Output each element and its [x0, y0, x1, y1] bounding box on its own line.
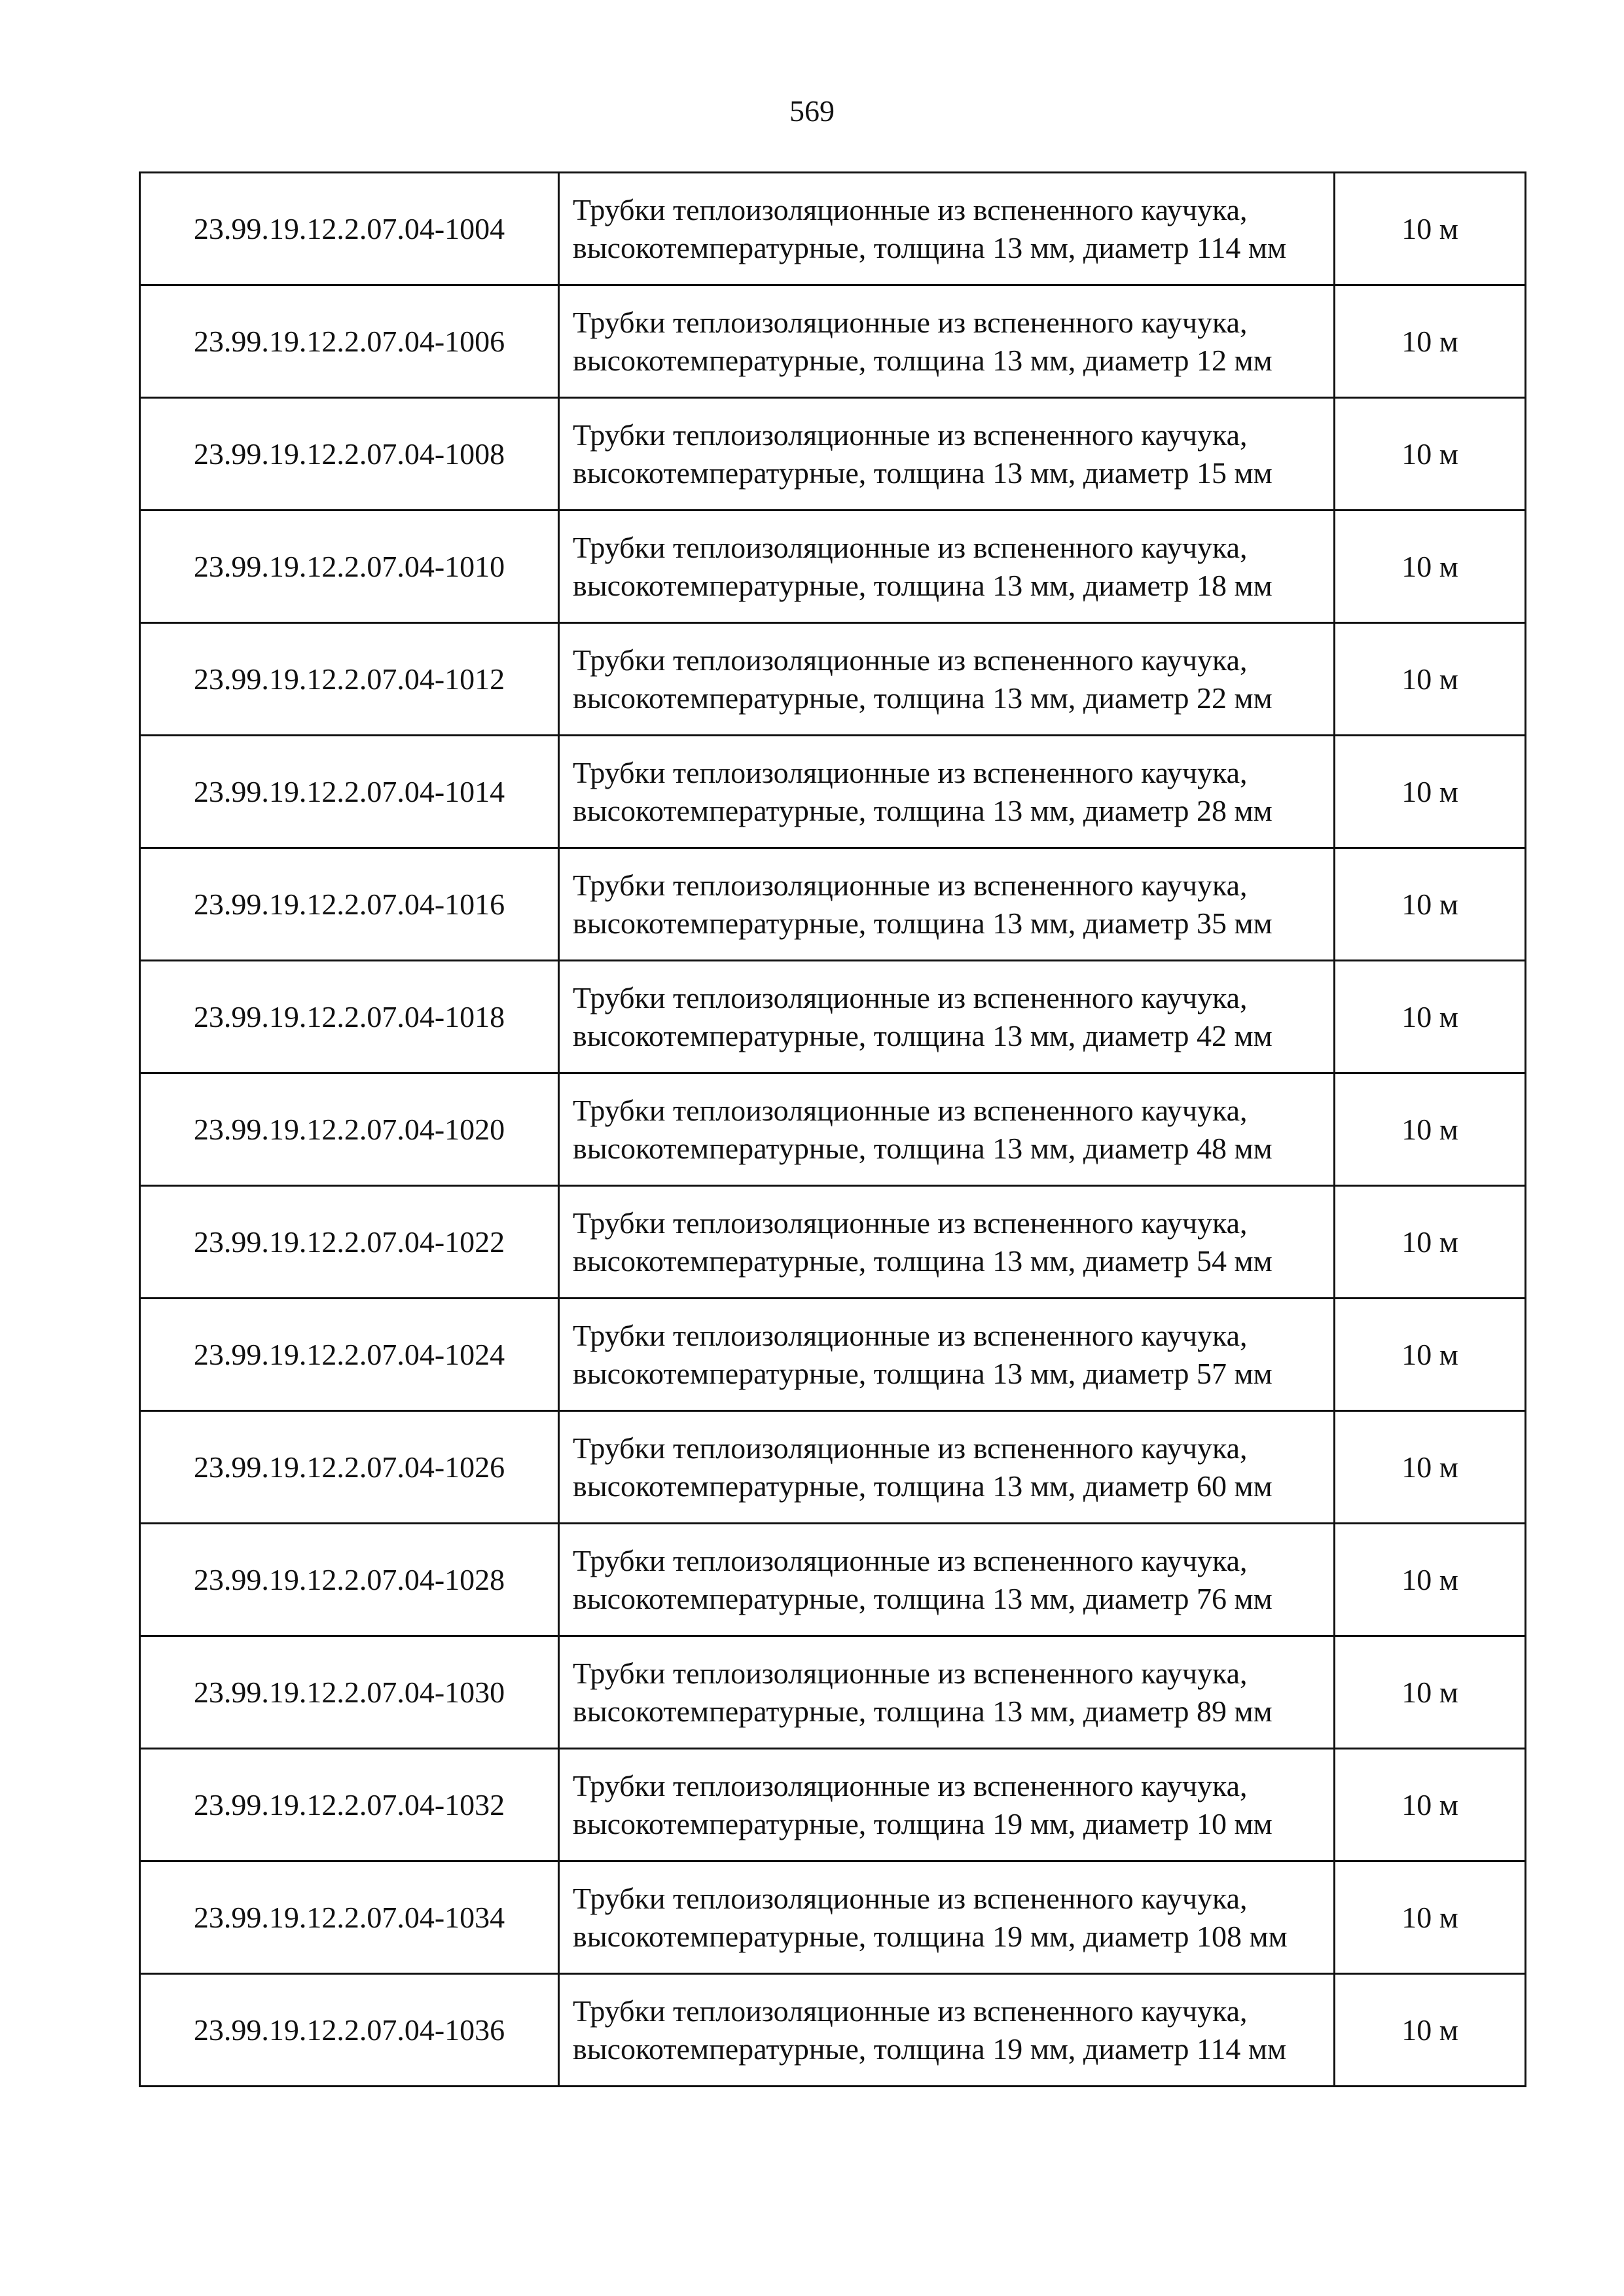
table-row	[140, 285, 1526, 398]
item-code-cell: 23.99.19.12.2.07.04-1004	[140, 173, 559, 285]
table-row	[140, 1636, 1526, 1749]
item-unit-cell: 10 м	[1335, 961, 1526, 1073]
item-code-cell: 23.99.19.12.2.07.04-1020	[140, 1073, 559, 1186]
page-number: 569	[789, 94, 835, 128]
item-name-cell: Трубки теплоизоляционные из вспененного каучука, высокотемпературные, толщина 13 мм, диаметр 42 мм	[559, 961, 1335, 1073]
item-unit-cell: 10 м	[1335, 511, 1526, 623]
item-unit-cell: 10 м	[1335, 1411, 1526, 1524]
table-row	[140, 1861, 1526, 1974]
item-name-cell: Трубки теплоизоляционные из вспененного каучука, высокотемпературные, толщина 13 мм, диаметр 28 мм	[559, 736, 1335, 848]
item-name-cell: Трубки теплоизоляционные из вспененного каучука, высокотемпературные, толщина 13 мм, диаметр 48 мм	[559, 1073, 1335, 1186]
item-unit-cell: 10 м	[1335, 1299, 1526, 1411]
item-code-cell: 23.99.19.12.2.07.04-1006	[140, 285, 559, 398]
item-code-cell: 23.99.19.12.2.07.04-1030	[140, 1636, 559, 1749]
item-code-cell: 23.99.19.12.2.07.04-1024	[140, 1299, 559, 1411]
item-unit-cell: 10 м	[1335, 1974, 1526, 2087]
item-code-cell: 23.99.19.12.2.07.04-1022	[140, 1186, 559, 1299]
table-row	[140, 1524, 1526, 1636]
item-name-cell: Трубки теплоизоляционные из вспененного каучука, высокотемпературные, толщина 13 мм, диаметр 60 мм	[559, 1411, 1335, 1524]
table-row	[140, 623, 1526, 736]
item-code-cell: 23.99.19.12.2.07.04-1018	[140, 961, 559, 1073]
item-code-cell: 23.99.19.12.2.07.04-1016	[140, 848, 559, 961]
item-unit-cell: 10 м	[1335, 623, 1526, 736]
table-row	[140, 736, 1526, 848]
table-row	[140, 1299, 1526, 1411]
table-row	[140, 961, 1526, 1073]
item-name-cell: Трубки теплоизоляционные из вспененного каучука, высокотемпературные, толщина 13 мм, диаметр 18 мм	[559, 511, 1335, 623]
table-row	[140, 1749, 1526, 1861]
item-unit-cell: 10 м	[1335, 285, 1526, 398]
table-row	[140, 1411, 1526, 1524]
item-name-cell: Трубки теплоизоляционные из вспененного каучука, высокотемпературные, толщина 13 мм, диаметр 57 мм	[559, 1299, 1335, 1411]
item-name-cell: Трубки теплоизоляционные из вспененного каучука, высокотемпературные, толщина 19 мм, диаметр 114 мм	[559, 1974, 1335, 2087]
item-unit-cell: 10 м	[1335, 736, 1526, 848]
item-code-cell: 23.99.19.12.2.07.04-1028	[140, 1524, 559, 1636]
item-name-cell: Трубки теплоизоляционные из вспененного каучука, высокотемпературные, толщина 13 мм, диаметр 114 мм	[559, 173, 1335, 285]
item-code-cell: 23.99.19.12.2.07.04-1034	[140, 1861, 559, 1974]
item-name-cell: Трубки теплоизоляционные из вспененного каучука, высокотемпературные, толщина 13 мм, диаметр 12 мм	[559, 285, 1335, 398]
table-row	[140, 173, 1526, 285]
table-row	[140, 848, 1526, 961]
item-code-cell: 23.99.19.12.2.07.04-1008	[140, 398, 559, 511]
item-code-cell: 23.99.19.12.2.07.04-1026	[140, 1411, 559, 1524]
table-row	[140, 1186, 1526, 1299]
item-unit-cell: 10 м	[1335, 848, 1526, 961]
item-code-cell: 23.99.19.12.2.07.04-1014	[140, 736, 559, 848]
item-unit-cell: 10 м	[1335, 1524, 1526, 1636]
item-unit-cell: 10 м	[1335, 1073, 1526, 1186]
item-code-cell: 23.99.19.12.2.07.04-1032	[140, 1749, 559, 1861]
table-row	[140, 1974, 1526, 2087]
item-code-cell: 23.99.19.12.2.07.04-1010	[140, 511, 559, 623]
table-row	[140, 511, 1526, 623]
item-code-cell: 23.99.19.12.2.07.04-1012	[140, 623, 559, 736]
item-name-cell: Трубки теплоизоляционные из вспененного каучука, высокотемпературные, толщина 13 мм, диаметр 15 мм	[559, 398, 1335, 511]
table-body	[140, 173, 1526, 2087]
item-unit-cell: 10 м	[1335, 1186, 1526, 1299]
item-name-cell: Трубки теплоизоляционные из вспененного каучука, высокотемпературные, толщина 19 мм, диаметр 10 мм	[559, 1749, 1335, 1861]
item-unit-cell: 10 м	[1335, 1636, 1526, 1749]
item-name-cell: Трубки теплоизоляционные из вспененного каучука, высокотемпературные, толщина 13 мм, диаметр 54 мм	[559, 1186, 1335, 1299]
item-name-cell: Трубки теплоизоляционные из вспененного каучука, высокотемпературные, толщина 13 мм, диаметр 76 мм	[559, 1524, 1335, 1636]
item-unit-cell: 10 м	[1335, 1749, 1526, 1861]
item-unit-cell: 10 м	[1335, 173, 1526, 285]
item-code-cell: 23.99.19.12.2.07.04-1036	[140, 1974, 559, 2087]
table-row	[140, 398, 1526, 511]
item-name-cell: Трубки теплоизоляционные из вспененного каучука, высокотемпературные, толщина 13 мм, диаметр 22 мм	[559, 623, 1335, 736]
item-unit-cell: 10 м	[1335, 1861, 1526, 1974]
item-name-cell: Трубки теплоизоляционные из вспененного каучука, высокотемпературные, толщина 13 мм, диаметр 89 мм	[559, 1636, 1335, 1749]
item-unit-cell: 10 м	[1335, 398, 1526, 511]
item-name-cell: Трубки теплоизоляционные из вспененного каучука, высокотемпературные, толщина 13 мм, диаметр 35 мм	[559, 848, 1335, 961]
item-name-cell: Трубки теплоизоляционные из вспененного каучука, высокотемпературные, толщина 19 мм, диаметр 108 мм	[559, 1861, 1335, 1974]
table-row	[140, 1073, 1526, 1186]
items-table	[139, 171, 1526, 2087]
